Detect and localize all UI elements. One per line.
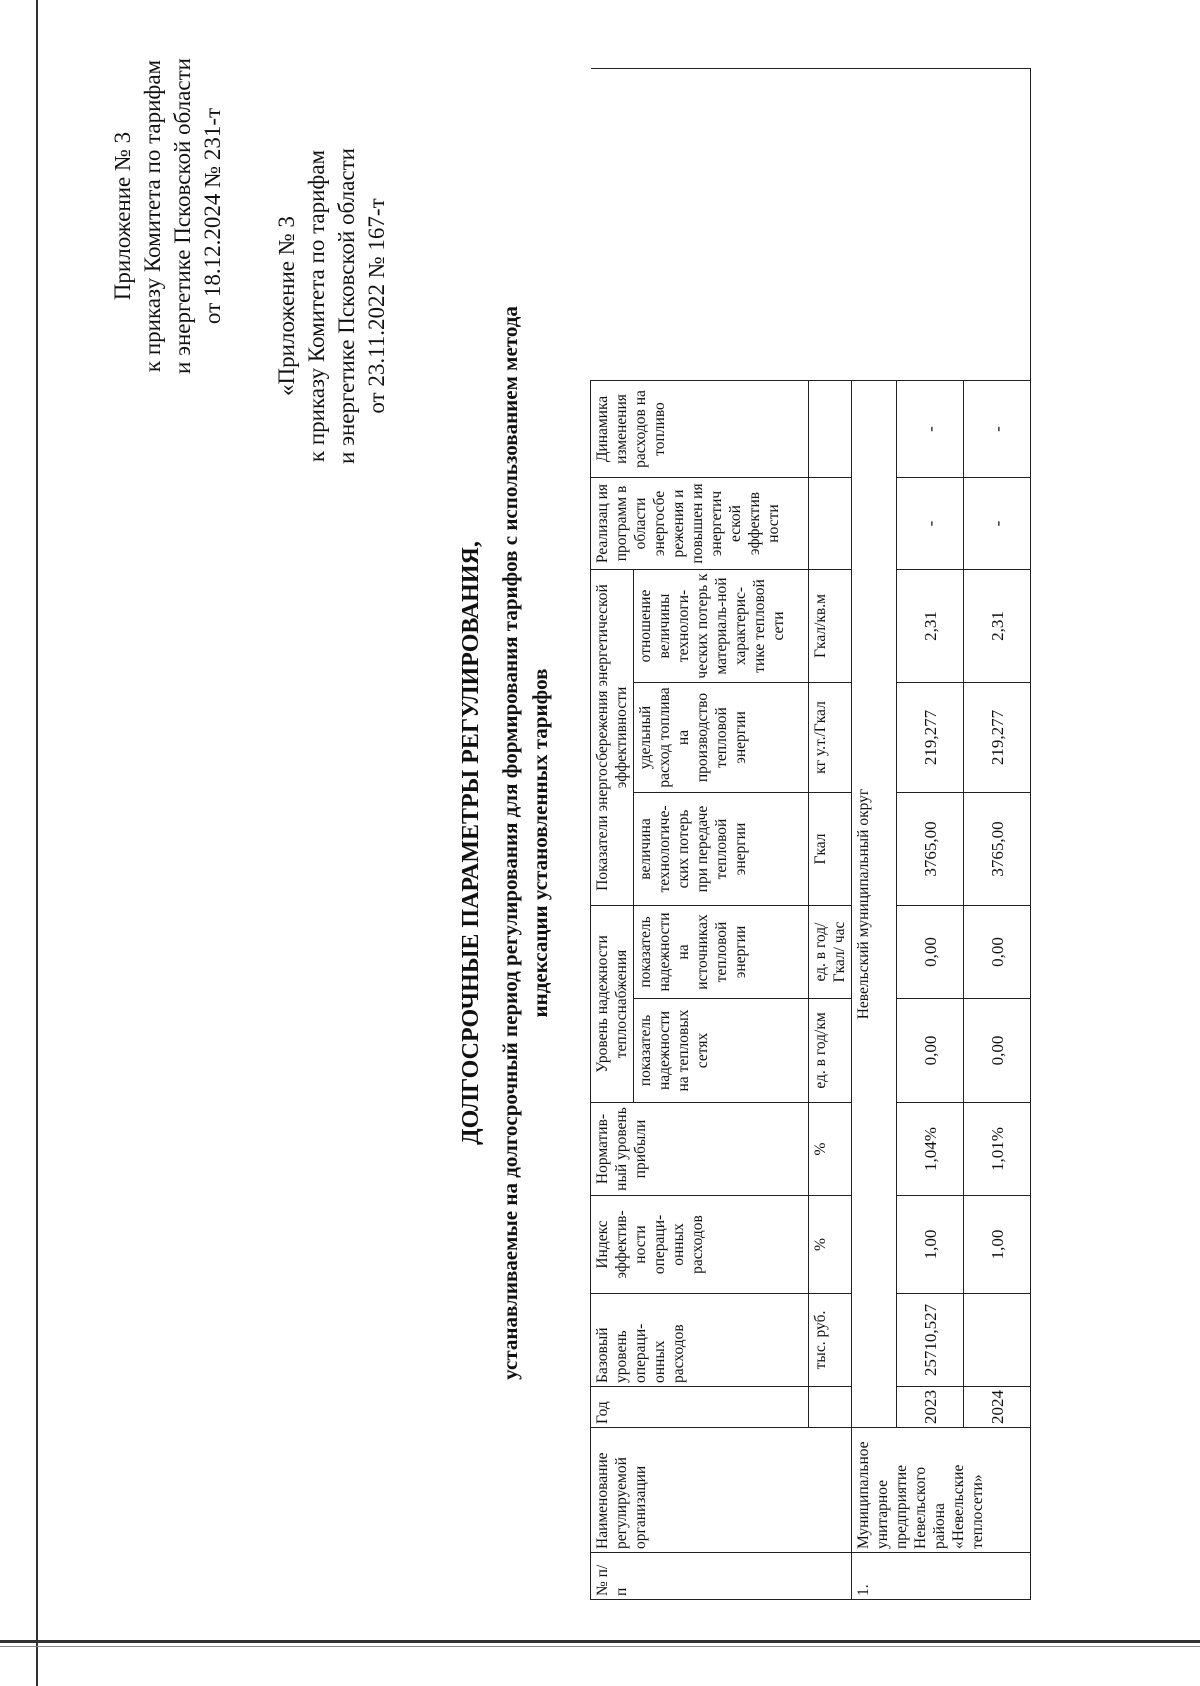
col-header-programs: Реализац ия программ в области энергосбе режения и повышен ия энергетич еской эффектив ности <box>591 478 809 570</box>
appendix-line: «Приложение № 3 <box>274 216 299 396</box>
cell-specific-fuel: 219,277 <box>964 683 1031 793</box>
units-technological-losses: Гкал <box>809 793 852 906</box>
cell-reliability-sources: 0,00 <box>897 906 964 999</box>
col-header-efficiency-index: Индекс эффектив-ности операци-онных расходов <box>591 1196 809 1294</box>
cell-reliability-sources: 0,00 <box>964 906 1031 999</box>
cell-reliability-networks: 0,00 <box>964 999 1031 1103</box>
cell-fuel-dynamics: - <box>897 381 964 478</box>
col-header-energy-efficiency: Показатели энергосбережения энергетической эффективности <box>591 570 634 906</box>
appendix-line: и энергетике Псковской области <box>334 148 359 464</box>
cell-programs: - <box>897 478 964 570</box>
cell-technological-losses: 3765,00 <box>897 793 964 906</box>
units-profit-level: % <box>809 1103 852 1196</box>
row-number: 1. <box>852 1553 1031 1600</box>
col-header-reliability-sources: показатель надежности на источниках тепловой энергии <box>634 906 809 999</box>
cell-year: 2023 <box>897 1387 964 1428</box>
appendix-header <box>108 6 228 426</box>
col-header-reliability-networks: показатель надежности на тепловых сетях <box>634 999 809 1103</box>
cell-loss-ratio: 2,31 <box>964 570 1031 683</box>
cell-efficiency-index: 1,00 <box>897 1196 964 1294</box>
cell-profit-level: 1,04% <box>897 1103 964 1196</box>
units-base-level: тыс. руб. <box>809 1294 852 1387</box>
units-year <box>809 1387 852 1428</box>
col-header-organization: Наименование регулируемой организации <box>591 1428 852 1553</box>
cell-specific-fuel: 219,277 <box>897 683 964 793</box>
cell-base-level <box>964 1294 1031 1387</box>
document-subtitle-2: индексации установленных тарифов <box>528 668 552 1018</box>
units-fuel-dynamics <box>809 381 852 478</box>
cell-technological-losses: 3765,00 <box>964 793 1031 906</box>
appendix-line: к приказу Комитета по тарифам <box>304 149 329 463</box>
appendix-line: от 23.11.2022 № 167-т <box>364 198 389 414</box>
col-header-profit-level: Норматив-ный уровень прибыли <box>591 1103 809 1196</box>
organization-name: Муниципальное унитарное предприятие Невельского района «Невельские теплосети» <box>852 1428 1031 1553</box>
units-efficiency-index: % <box>809 1196 852 1294</box>
col-header-base-level: Базовый уровень операци-онных расходов <box>591 1294 809 1387</box>
col-header-specific-fuel: удельный расход топлива на производство тепловой энергии <box>634 683 809 793</box>
units-specific-fuel: кг у.т./Гкал <box>809 683 852 793</box>
table-header-row <box>591 69 634 1600</box>
region-name: Невельский муниципальный округ <box>852 381 897 1428</box>
cell-loss-ratio: 2,31 <box>897 570 964 683</box>
units-programs <box>809 478 852 570</box>
cell-reliability-networks: 0,00 <box>897 999 964 1103</box>
previous-appendix-header <box>272 96 392 516</box>
cell-fuel-dynamics: - <box>964 381 1031 478</box>
cell-programs: - <box>964 478 1031 570</box>
document-title: ДОЛГОСРОЧНЫЕ ПАРАМЕТРЫ РЕГУЛИРОВАНИЯ, <box>458 541 484 1145</box>
col-header-fuel-dynamics: Динамика изменения расходов на топливо <box>591 381 809 478</box>
col-header-technological-losses: величина технологиче-ских потерь при передаче тепловой энергии <box>634 793 809 906</box>
appendix-line: Приложение № 3 <box>110 131 135 301</box>
cell-base-level: 25710,527 <box>897 1294 964 1387</box>
table-margin-cell <box>591 69 1031 381</box>
col-header-year: Год <box>591 1387 809 1428</box>
appendix-line: и энергетике Псковской области <box>170 58 195 374</box>
appendix-line: к приказу Комитета по тарифам <box>140 59 165 373</box>
cell-efficiency-index: 1,00 <box>964 1196 1031 1294</box>
appendix-line: от 18.12.2024 № 231-т <box>200 107 225 325</box>
units-reliability-sources: ед. в год/Гкал/ час <box>809 906 852 999</box>
document-subtitle: устанавливаемые на долгосрочный период регулирования для формирования тарифов с использованием метода <box>498 306 522 1380</box>
cell-year: 2024 <box>964 1387 1031 1428</box>
col-header-loss-ratio: отношение величины технологи-ческих потерь к материаль-ной характерис-тике тепловой сети <box>634 570 809 683</box>
units-reliability-networks: ед. в год/км <box>809 999 852 1103</box>
col-header-reliability: Уровень надежности теплоснабжения <box>591 906 634 1103</box>
cell-profit-level: 1,01% <box>964 1103 1031 1196</box>
parameters-table <box>590 68 1031 1600</box>
col-header-number: № п/ п <box>591 1553 852 1600</box>
units-loss-ratio: Гкал/кв.м <box>809 570 852 683</box>
